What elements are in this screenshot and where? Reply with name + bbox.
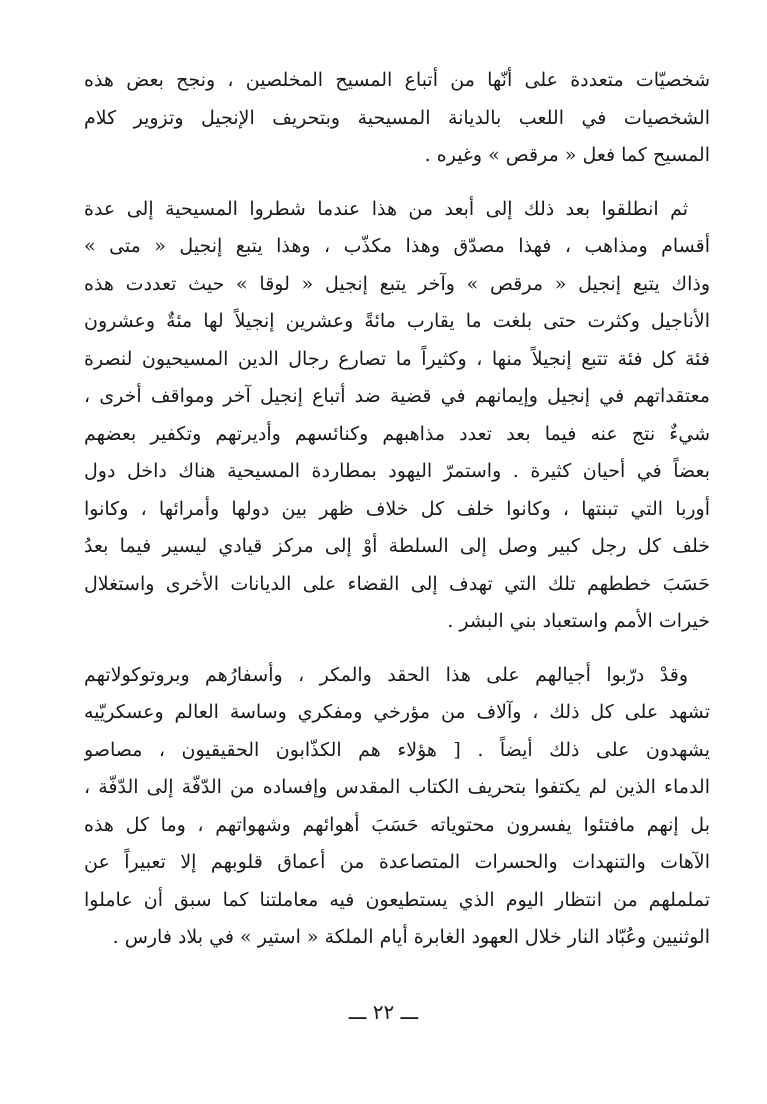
text-line: بل إنهم مافتئوا يفسرون محتوياته حَسَبَ أهوائهم وشهواتهم ، وما كل هذه [84, 813, 710, 836]
text-line: تململهم من انتظار اليوم الذي يستطيعون فيه معاملتنا كما سبق أن عاملوا [84, 888, 710, 911]
paragraph-3 [84, 657, 710, 957]
text-line: خيرات الأمم واستعباد بني البشر . [447, 610, 710, 632]
text-line: وقدْ درّبوا أجيالهم على هذا الحقد والمكر ، وأسفارُهم وبروتوكولاتهم [84, 663, 688, 686]
text-line: شيءٌ نتج عنه فيما بعد تعدد مذاهبهم وكنائسهم وأديرتهم وتكفير بعضهم [84, 422, 710, 445]
text-line: الدماء الذين لم يكتفوا بتحريف الكتاب المقدس وإفساده من الدّفّة إلى الدّفّة ، [84, 776, 710, 798]
text-line: حَسَبَ خططهم تلك التي تهدف إلى القضاء على الديانات الأخرى واستغلال [84, 572, 710, 595]
text-line: فئة كل فئة تتبع إنجيلاً منها ، وكثيراً ما تصارع رجال الدين المسيحيون لنصرة [84, 347, 710, 370]
page-number: ـــ ٢٢ ـــ [348, 1000, 419, 1024]
text-line: الشخصيات في اللعب بالديانة المسيحية وبتحريف الإنجيل وتزوير كلام [84, 106, 710, 129]
text-line: الآهات والتنهدات والحسرات المتصاعدة من أعماق قلوبهم إلا تعبيراً عن [84, 851, 710, 873]
paragraph-1 [84, 62, 710, 175]
text-line: الأناجيل وكثرت حتى بلغت ما يقارب مائةً وعشرين إنجيلاً لها مئةٌ وعشرون [84, 310, 710, 332]
text-line: شخصيّات متعددة على أنّها من أتباع المسيح المخلصين ، ونجح بعض هذه [84, 69, 710, 91]
text-line: وذاك يتبع إنجيل « مرقص » وآخر يتبع إنجيل « لوقا » حيث تعددت هذه [84, 272, 710, 295]
text-line: معتقداتهم في إنجيل وإيمانهم في قضية ضد أتباع إنجيل آخر ومواقف أخرى ، [84, 385, 710, 407]
text-line: بعضاً في أحيان كثيرة . واستمرّ اليهود بمطاردة المسيحية هناك داخل دول [84, 460, 710, 482]
paragraph-2 [84, 191, 710, 641]
text-line: ثم انطلقوا بعد ذلك إلى أبعد من هذا عندما شطروا المسيحية إلى عدة [84, 197, 688, 220]
text-line: خلف كل رجل كبير وصل إلى السلطة أوْ إلى مركز قيادي ليسير فيما بعدُ [84, 535, 710, 557]
text-line: المسيح كما فعل « مرقص » وغيره . [424, 144, 710, 166]
text-line: أقسام ومذاهب ، فهذا مصدّق وهذا مكذّب ، وهذا يتبع إنجيل « متى » [84, 235, 710, 257]
text-line: أوربا التي تبنتها ، وكانوا خلف كل خلاف ظهر بين دولها وأمرائها ، وكانوا [84, 497, 710, 520]
text-line: تشهد على كل ذلك ، وآلاف من مؤرخي ومفكري وساسة العالم وعسكريّيه [84, 701, 710, 723]
text-line: يشهدون على ذلك أيضاً . [ هؤلاء هم الكذّابون الحقيقيون ، مصاصو [84, 738, 710, 761]
text-line: الوثنيين وعُبّاد النار خلال العهود الغابرة أيام الملكة « استير » في بلاد فارس . [112, 926, 710, 948]
document-page [84, 62, 710, 957]
